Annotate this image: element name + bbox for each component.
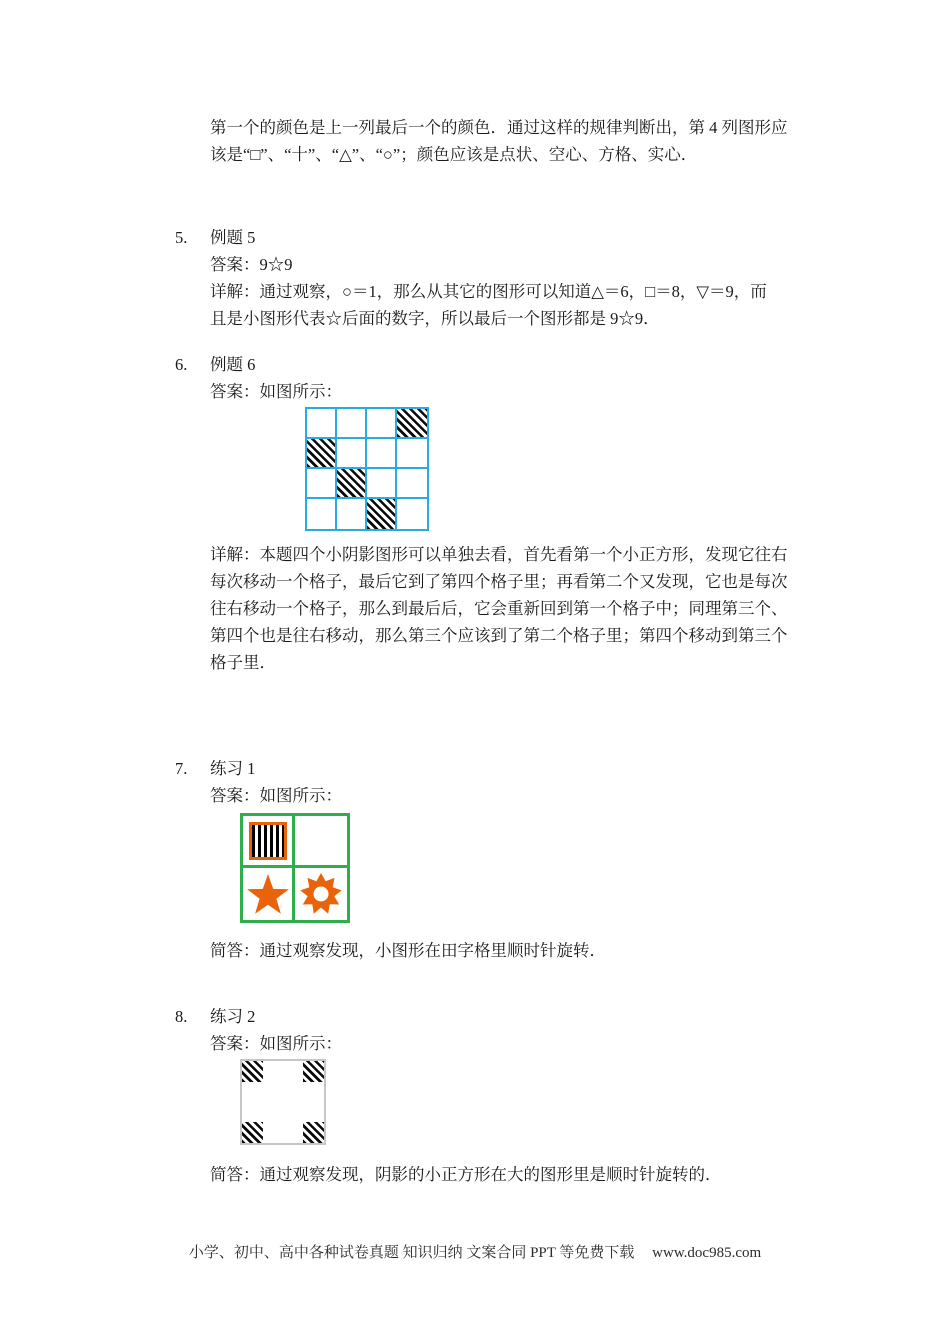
grid-cell (307, 499, 337, 529)
empty-grid-cell (295, 816, 347, 868)
answer-line: 答案：如图所示： (210, 1034, 342, 1053)
item-heading (175, 351, 855, 378)
grid-cell (397, 439, 427, 469)
hatched-corner-square (242, 1122, 263, 1143)
sun-figure (295, 868, 347, 920)
sun-icon (299, 872, 343, 916)
hatched-corner-square (303, 1122, 324, 1143)
hatched-grid-cell (307, 439, 337, 469)
item-heading (175, 755, 855, 782)
item-heading (175, 224, 855, 251)
grid-cell (397, 499, 427, 529)
grid-cell (307, 409, 337, 439)
vertical-stripes-square (249, 822, 287, 860)
note-line: 简答：通过观察发现，小图形在田字格里顺时针旋转． (210, 941, 606, 960)
grid-cell (367, 439, 397, 469)
detail-line: 每次移动一个格子，最后它到了第四个格子里；再看第二个又发现，它也是每次 (210, 572, 788, 591)
item-5 (175, 224, 855, 332)
grid-cell (397, 469, 427, 499)
item-number: 5. (175, 228, 188, 247)
item-title: 例题 5 (210, 228, 256, 247)
practice1-figure (240, 813, 350, 923)
intro-paragraph (210, 114, 850, 168)
item-7 (175, 755, 855, 964)
detail-line: 往右移动一个格子，那么到最后后，它会重新回到第一个格子中；同理第三个、 (210, 599, 788, 618)
item-heading (175, 1003, 855, 1030)
grid-cell (367, 469, 397, 499)
answer-line: 答案：如图所示： (210, 786, 342, 805)
item-title: 例题 6 (210, 355, 256, 374)
intro-line: 该是“□”、“十”、“△”、“○”；颜色应该是点状、空心、方格、实心． (210, 145, 698, 164)
answer-line: 答案：如图所示： (210, 382, 342, 401)
example6-figure (305, 407, 429, 531)
grid-cell (367, 409, 397, 439)
footer-url[interactable]: www.doc985.com (652, 1245, 762, 1261)
note-line: 简答：通过观察发现，阴影的小正方形在大的图形里是顺时针旋转的． (210, 1165, 722, 1184)
detail-line: 第四个也是往右移动，那么第三个应该到了第二个格子里；第四个移动到第三个 (210, 626, 788, 645)
detail-line: 详解：本题四个小阴影图形可以单独去看，首先看第一个小正方形，发现它往右 (210, 545, 788, 564)
star-figure (243, 868, 295, 920)
striped-square-figure (243, 816, 295, 868)
footer (0, 1240, 950, 1267)
hatched-corner-square (242, 1061, 263, 1082)
item-6 (175, 351, 855, 676)
item-number: 6. (175, 355, 188, 374)
footer-text: 小学、初中、高中各种试卷真题 知识归纳 文案合同 PPT 等免费下载 (188, 1245, 635, 1261)
detail-line: 格子里． (210, 653, 276, 672)
item-8 (175, 1003, 855, 1188)
hatched-grid-cell (337, 469, 367, 499)
item-title: 练习 2 (210, 1007, 256, 1026)
answer-line: 答案：9☆9 (210, 255, 293, 274)
grid-cell (337, 409, 367, 439)
item-number: 8. (175, 1007, 188, 1026)
intro-line: 第一个的颜色是上一列最后一个的颜色．通过这样的规律判断出，第 4 列图形应 (210, 118, 788, 137)
grid-cell (307, 469, 337, 499)
hatched-corner-square (303, 1061, 324, 1082)
star-icon (244, 870, 292, 918)
grid-cell (337, 439, 367, 469)
hatched-grid-cell (367, 499, 397, 529)
practice2-figure (240, 1059, 326, 1145)
item-number: 7. (175, 759, 188, 778)
hatched-grid-cell (397, 409, 427, 439)
grid-cell (337, 499, 367, 529)
detail-line: 且是小图形代表☆后面的数字，所以最后一个图形都是 9☆9． (210, 309, 660, 328)
detail-line: 详解：通过观察，○＝1，那么从其它的图形可以知道△＝6，□＝8，▽＝9，而 (210, 282, 767, 301)
item-title: 练习 1 (210, 759, 256, 778)
